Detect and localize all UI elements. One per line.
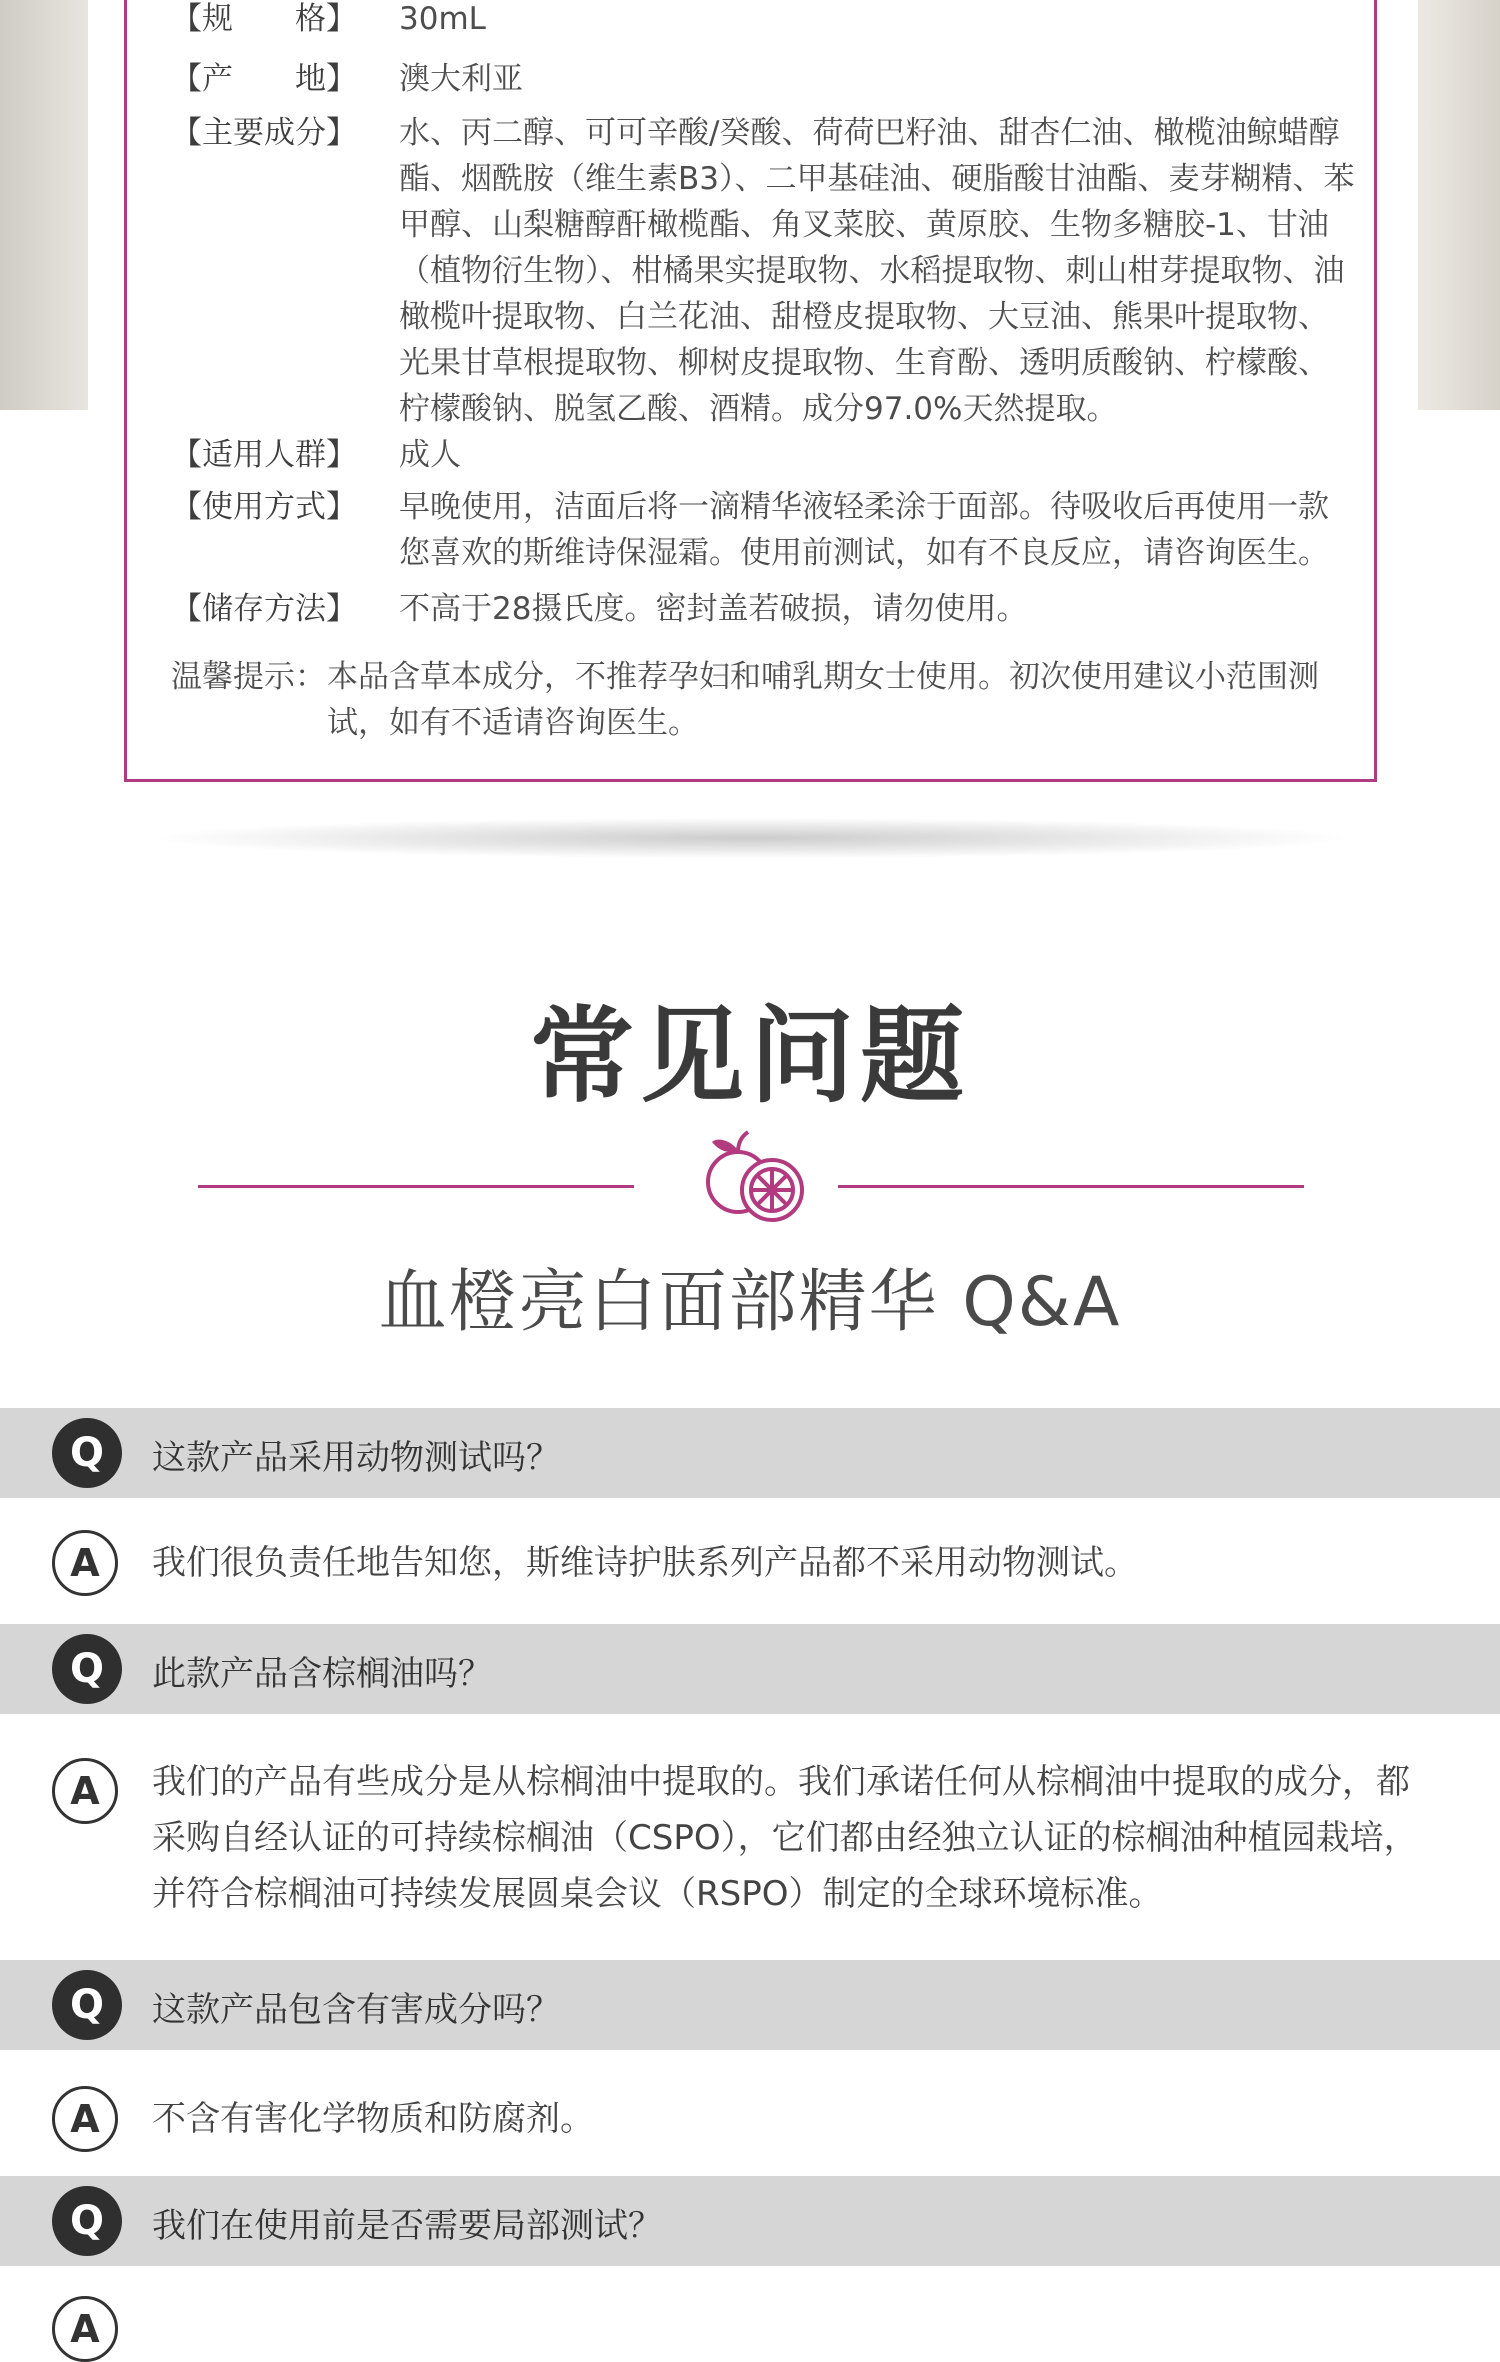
question-text: 此款产品含棕榈油吗？ <box>152 1654 492 1694</box>
spec-label: 【储存方法】 <box>171 591 357 627</box>
question-row <box>0 1408 1500 1498</box>
spec-value: 水、丙二醇、可可辛酸/癸酸、荷荷巴籽油、甜杏仁油、橄榄油鲸蜡醇酯、烟酰胺（维生素B3）、二甲基硅油、硬脂酸甘油酯、麦芽糊精、苯甲醇、山梨糖醇酐橄榄酯、角叉菜胶、黄原胶、生物多糖胶-1、甘油（植物衍生物）、柑橘果实提取物、水稻提取物、刺山柑芽提取物、油橄榄叶提取物、白兰花油、甜橙皮提取物、大豆油、熊果叶提取物、光果甘草根提取物、柳树皮提取物、生育酚、透明质酸钠、柠檬酸、柠檬酸钠、脱氢乙酸、酒精。成分97.0%天然提取。 <box>399 115 1355 427</box>
q-badge: Q <box>52 2186 122 2256</box>
q-badge: Q <box>52 1418 122 1488</box>
answer-text: 不含有害化学物质和防腐剂。 <box>152 2099 594 2139</box>
spec-value: 不高于28摄氏度。密封盖若破损，请勿使用。 <box>399 591 1028 627</box>
a-badge: A <box>52 2296 118 2362</box>
question-row <box>0 2176 1500 2266</box>
spec-label: 【产 地】 <box>171 61 357 97</box>
warm-tip-label: 温馨提示： <box>171 659 326 695</box>
warm-tip-text: 本品含草本成分，不推荐孕妇和哺乳期女士使用。初次使用建议小范围测试，如有不适请咨询医生。 <box>327 659 1319 741</box>
spec-label: 【使用方式】 <box>171 489 357 525</box>
question-text: 我们在使用前是否需要局部测试？ <box>152 2206 662 2246</box>
a-badge: A <box>52 1530 118 1596</box>
blood-orange-icon <box>698 1124 816 1228</box>
spec-label: 【主要成分】 <box>171 115 357 151</box>
question-text: 这款产品包含有害成分吗？ <box>152 1990 560 2030</box>
faq-title: 常见问题 <box>529 995 970 1117</box>
divider-left <box>198 1185 634 1188</box>
spec-label: 【规 格】 <box>171 1 357 37</box>
spec-box <box>124 0 1377 782</box>
spec-box-shadow <box>160 818 1340 858</box>
answer-text: 我们的产品有些成分是从棕榈油中提取的。我们承诺任何从棕榈油中提取的成分，都采购自经认证的可持续棕榈油（CSPO），它们都由经独立认证的棕榈油种植园栽培，并符合棕榈油可持续发展圆桌会议（RSPO）制定的全球环境标准。 <box>152 1762 1418 1914</box>
question-row <box>0 1624 1500 1714</box>
spec-value: 成人 <box>399 437 461 473</box>
faq-subtitle: 血橙亮白面部精华 Q&A <box>378 1263 1122 1342</box>
answer-text: 我们很负责任地告知您，斯维诗护肤系列产品都不采用动物测试。 <box>152 1543 1138 1583</box>
a-badge: A <box>52 1758 118 1824</box>
side-photo-right <box>1418 0 1500 410</box>
question-row <box>0 1960 1500 2050</box>
spec-label: 【适用人群】 <box>171 437 357 473</box>
a-badge: A <box>52 2086 118 2152</box>
divider-right <box>838 1185 1304 1188</box>
q-badge: Q <box>52 1634 122 1704</box>
question-text: 这款产品采用动物测试吗？ <box>152 1438 560 1478</box>
spec-value: 30mL <box>399 1 486 37</box>
side-photo-left <box>0 0 88 410</box>
spec-value: 早晚使用，洁面后将一滴精华液轻柔涂于面部。待吸收后再使用一款您喜欢的斯维诗保湿霜。使用前测试，如有不良反应，请咨询医生。 <box>399 489 1329 571</box>
q-badge: Q <box>52 1970 122 2040</box>
spec-value: 澳大利亚 <box>399 61 523 97</box>
